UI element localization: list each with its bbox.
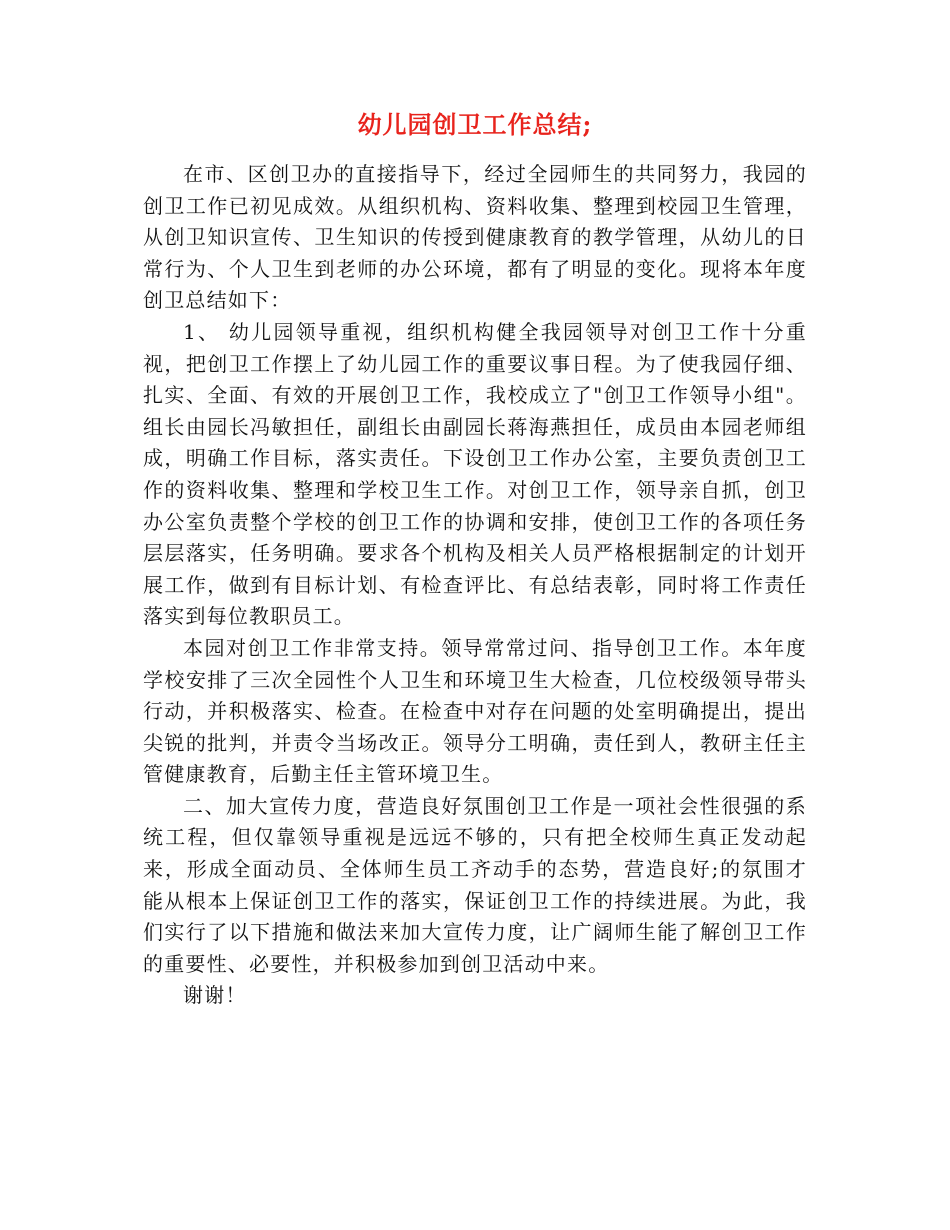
- paragraph-closing: 谢谢！: [183, 983, 247, 1008]
- paragraph-publicity: 二、加大宣传力度，营造良好氛围创卫工作是一项社会性很强的系统工程，但仅靠领导重视是远远不够的，只有把全校师生真正发动起来，形成全面动员、全体师生员工齐动手的态势，营造良好;的氛围才能从根本上保证创卫工作的落实，保证创卫工作的持续进展。为此，我们实行了以下措施和做法来加大宣传力度，让广阔师生能了解创卫工作的重要性、必要性，并积极参加到创卫活动中来。: [143, 793, 807, 976]
- document-page: [143, 105, 807, 1012]
- document-title: 幼儿园创卫工作总结;: [357, 110, 593, 139]
- paragraph-leadership: 1、 幼儿园领导重视，组织机构健全我园领导对创卫工作十分重视，把创卫工作摆上了幼儿园工作的重要议事日程。为了使我园仔细、扎实、全面、有效的开展创卫工作，我校成立了"创卫工作领导小组"。组长由园长冯敏担任，副组长由副园长蒋海燕担任，成员由本园老师组成，明确工作目标，落实责任。下设创卫工作办公室，主要负责创卫工作的资料收集、整理和学校卫生工作。对创卫工作，领导亲自抓，创卫办公室负责整个学校的创卫工作的协调和安排，使创卫工作的各项任务层层落实，任务明确。要求各个机构及相关人员严格根据制定的计划开展工作，做到有目标计划、有检查评比、有总结表彰，同时将工作责任落实到每位教职员工。: [143, 319, 807, 629]
- paragraph-intro: 在市、区创卫办的直接指导下，经过全园师生的共同努力，我园的创卫工作已初见成效。从组织机构、资料收集、整理到校园卫生管理，从创卫知识宣传、卫生知识的传授到健康教育的教学管理，从幼儿的日常行为、个人卫生到老师的办公环境，都有了明显的变化。现将本年度创卫总结如下：: [143, 162, 807, 313]
- paragraph-support: 本园对创卫工作非常支持。领导常常过问、指导创卫工作。本年度学校安排了三次全园性个人卫生和环境卫生大检查，几位校级领导带头行动，并积极落实、检查。在检查中对存在问题的处室明确提出，提出尖锐的批判，并责令当场改正。领导分工明确，责任到人，教研主任主管健康教育，后勤主任主管环境卫生。: [143, 635, 807, 787]
